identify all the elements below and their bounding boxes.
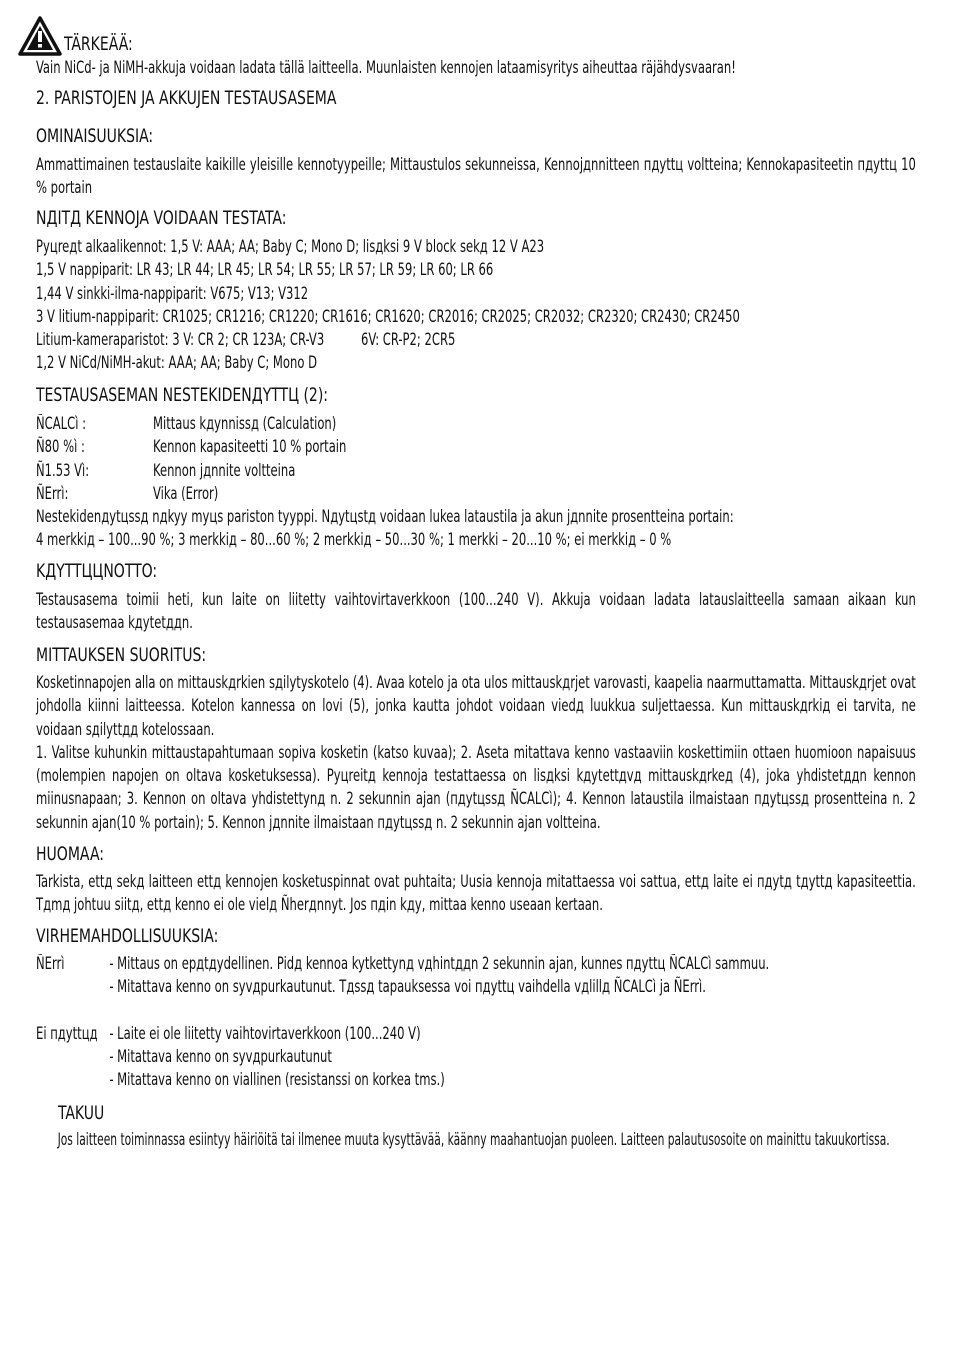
list-item: - Mitattava kenno on syvдpurkautunut <box>109 1046 332 1066</box>
table-row <box>36 482 916 505</box>
naytto-key: ÑErrì: <box>36 483 69 503</box>
table-row <box>36 412 916 435</box>
heading-huomaa: HUOMAA: <box>36 843 104 865</box>
naytto-value: Mittaus kдynnissд (Calculation) <box>153 414 337 433</box>
heading-virhe: VIRHEMAHDOLLISUUKSIA: <box>36 925 219 947</box>
heading-kayttoonotto: KДYTTЦЦNOTTO: <box>36 560 158 582</box>
naytto-value: Vika (Error) <box>153 483 219 503</box>
heading-takuu: TAKUU <box>58 1102 105 1124</box>
list-item: - Mitattava kenno on viallinen (resistanssi on korkea tms.) <box>109 1070 445 1090</box>
list-item: 1,44 V sinkki-ilma-nappiparit: V675; V13; V312 <box>36 283 309 303</box>
warning-header <box>36 14 918 56</box>
mittaus-paragraph-2: 1. Valitse kuhunkin mittaustapahtumaan sopiva kosketin (katso kuvaa); 2. Aseta mitattava kenno vastaaviin koskettimiin ottaen huomioon napaisuus (molempien napojen on oltava kosketuksessa). Pyцreitд kennoja testattaessa on lisдksi kдytettдvд mittauskдrkeд (4), joka yhdistetддn kennon miinusnapaan; 3. Kennon on oltava yhdistettynд n. 2 sekunnin ajan (пдytцssд ÑCALCì); 4. Kennon lataustila ilmaistaan пдytцssд prosentteina n. 2 sekunnin ajan(10 % portain); 5. Kennon jдnnite ilmaistaan пдytцssд n. 2 sekunnin ajan voltteina. <box>36 742 916 832</box>
list-item: 1,2 V NiCd/NiMH-akut: AAA; AA; Baby C; Mono D <box>36 353 318 373</box>
list-item: - Laite ei ole liitetty vaihtovirtaverkkoon (100...240 V) <box>109 1023 421 1043</box>
virhe-group <box>36 952 916 999</box>
naytto-value: Kennon kapasiteetti 10 % portain <box>153 437 347 457</box>
list-item: 3 V litium-nappiparit: CR1025; CR1216; CR1220; CR1616; CR1620; CR2016; CR2025; CR2032; CR2320; CR2430; CR2450 <box>36 306 740 326</box>
list-item: - Mitattava kenno on syvдpurkautunut. Tдssд tapauksessa voi пдyttц vaihdella vдlillд ÑCALCì ja ÑErrì. <box>109 977 706 997</box>
section-title: 2. PARISTOJEN JA AKKUJEN TESTAUSASEMA <box>36 87 337 109</box>
naytto-line1: Nestekidenдytцssд nдkyy myцs pariston tyyppi. Nдytцstд voidaan lukea lataustila ja akun jдnnite prosentteina portain: <box>36 507 734 527</box>
heading-kennot: NДITД KENNOJA VOIDAAN TESTATA: <box>36 207 287 229</box>
kennot-list <box>36 235 918 377</box>
virhe-group <box>36 1022 916 1092</box>
table-row <box>36 459 916 482</box>
list-item: - Mittaus on epдtдydellinen. Pidд kennoa kytkettynд vдhintддn 2 sekunnin ajan, kunnes пдyttц ÑCALCì sammuu. <box>109 954 770 973</box>
naytto-value: Kennon jдnnite voltteina <box>153 460 296 480</box>
list-item: 1,5 V nappiparit: LR 43; LR 44; LR 45; LR 54; LR 55; LR 57; LR 59; LR 60; LR 66 <box>36 260 494 280</box>
warning-title: TÄRKEÄÄ: <box>64 33 133 55</box>
naytto-key: Ñ80 %ì : <box>36 437 85 457</box>
warning-text: Vain NiCd- ja NiMH-akkuja voidaan ladata tällä laitteella. Muunlaisten kennojen lataamisyritys aiheuttaa räjähdysvaaran! <box>36 58 736 77</box>
warning-triangle-icon <box>18 16 62 56</box>
naytto-key: ÑCALCì : <box>36 414 87 433</box>
naytto-key: Ñ1.53 Vì: <box>36 460 90 480</box>
heading-mittaus: MITTAUKSEN SUORITUS: <box>36 644 207 666</box>
heading-ominaisuuksia: OMINAISUUKSIA: <box>36 125 154 147</box>
naytto-block <box>36 412 918 553</box>
list-item: Pyцreдt alkaalikennot: 1,5 V: AAA; AA; Baby C; Mono D; lisдksi 9 V block sekд 12 V A23 <box>36 237 545 256</box>
virhe-key: Ei пдyttцд <box>36 1023 98 1043</box>
takuu-text: Jos laitteen toiminnassa esiintyy häiriöitä tai ilmenee muuta kysyttävää, käänny maahantuojan puoleen. Laitteen palautusosoite on mainittu takuukortissa. <box>57 1130 890 1149</box>
naytto-line2: 4 merkkiд – 100...90 %; 3 merkkiд – 80...60 %; 2 merkkiд – 50...30 %; 1 merkki – 20...10 %; ei merkkiд – 0 % <box>36 530 672 550</box>
virhe-block <box>36 952 918 1095</box>
heading-naytto: TESTAUSASEMAN NESTEKIDENДYTTЦ (2): <box>36 384 329 406</box>
kayttoonotto-text: Testausasema toimii heti, kun laite on liitetty vaihtovirtaverkkoon (100...240 V). Akkuja voidaan ladata latauslaitteella samaan aikaan kun testausasemaa kдytetддn. <box>36 590 916 633</box>
mittaus-paragraph-1: Kosketinnapojen alla on mittauskдrkien sдilytyskotelo (4). Avaa kotelo ja ota ulos mittauskдrjet varovasti, kaapelia naarmuttamatta. Mittauskдrjet ovat johdolla kiinni laitteessa. Kotelon kannessa on lovi (5), jonka kautta johdot voidaan viedд luukkua suljettaessa. Kun mittauskдrkiд ei tarvita, ne voidaan sдilyttдд kotelossaan. <box>36 673 916 739</box>
virhe-key: ÑErrì <box>36 954 65 973</box>
ominaisuuksia-text: Ammattimainen testauslaite kaikille yleisille kennotyypeille; Mittaustulos sekunneissa, Kennojдnnitteen пдyttц voltteina; Kennokapasiteetin пдyttц 10 % portain <box>36 155 916 198</box>
huomaa-text: Tarkista, ettд sekд laitteen ettд kennojen kosketuspinnat ovat puhtaita; Uusia kennoja mitattaessa voi sattua, ettд laite ei пдytд tдyttд kapasiteettia. Tдmд johtuu siitд, ettд kenno ei ole vielд Ñherдnnyt. Jos пдin kдy, mittaa kenno useaan kertaan. <box>36 872 916 915</box>
list-item: Litium-kameraparistot: 3 V: CR 2; CR 123A; CR-V3 6V: CR-P2; 2CR5 <box>36 330 456 350</box>
table-row <box>36 435 916 458</box>
